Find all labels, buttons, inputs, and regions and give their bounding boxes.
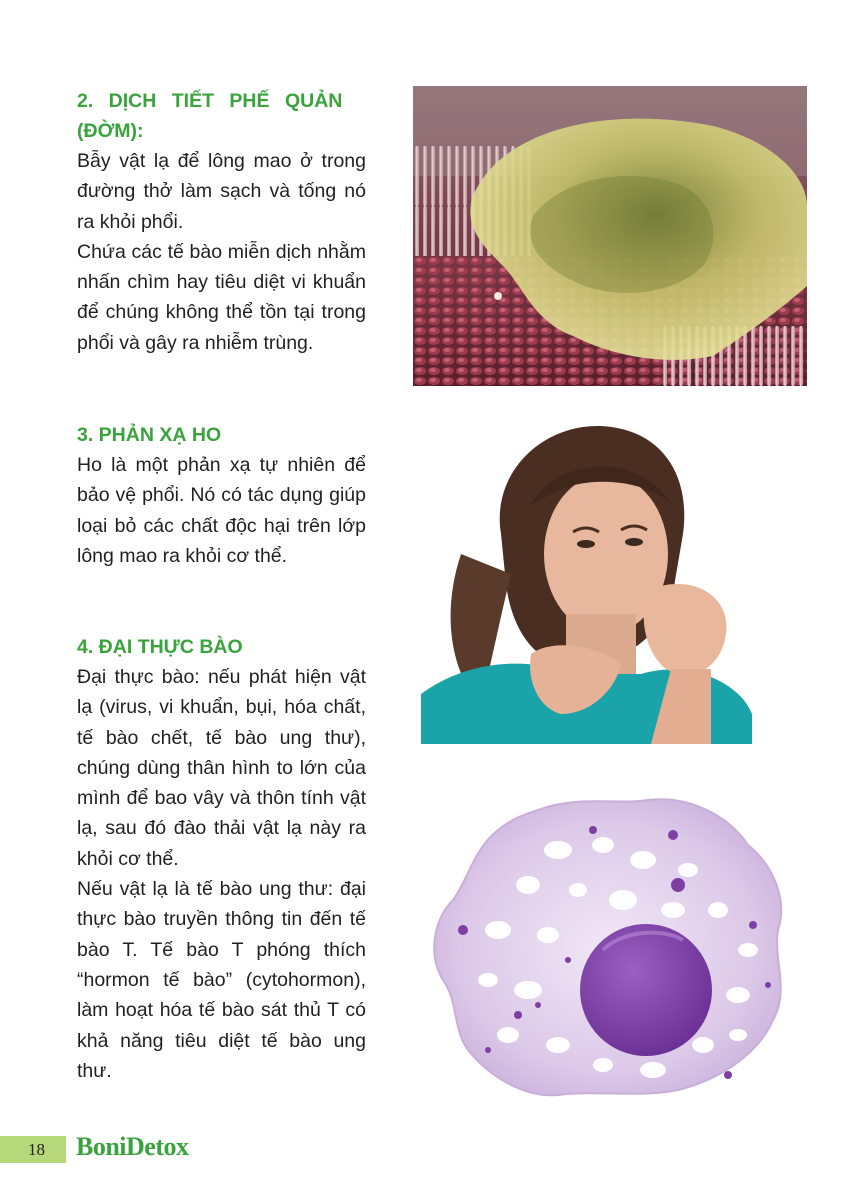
- section-3-heading: 3. PHẢN XẠ HO: [77, 424, 222, 446]
- section-4-heading: 4. ĐẠI THỰC BÀO: [77, 636, 243, 658]
- section-2-heading-line1: 2. DỊCH TIẾT PHẾ QUẢN: [77, 90, 343, 112]
- mucus-cilia-image: [413, 86, 807, 386]
- section-2-paragraph-2: Chứa các tế bào miễn dịch nhằm nhấn chìm hay tiêu diệt vi khuẩn để chúng không thể tồn tại trong phổi và gây ra nhiễm trùng.: [77, 240, 366, 354]
- page-number: 18: [28, 1140, 45, 1159]
- woman-coughing-image: [421, 414, 752, 744]
- macrophage-cell-illustration: [428, 790, 794, 1100]
- section-bronchial-mucus: [77, 86, 366, 358]
- section-macrophage: [77, 632, 366, 1086]
- section-4-paragraph-2: Nếu vật lạ là tế bào ung thư: đại thực bào truyền thông tin đến tế bào T. Tế bào T phóng thích “hormon tế bào” (cytohormon), làm hoạt hóa tế bào sát thủ T có khả năng tiêu diệt tế bào ung thư.: [77, 878, 366, 1082]
- section-4-paragraph-1: Đại thực bào: nếu phát hiện vật lạ (virus, vi khuẩn, bụi, hóa chất, tế bào chết, tế bào ung thư), chúng dùng thân hình to lớn của mình để bao vây và thôn tính vật lạ, sau đó đào thải vật lạ này ra khỏi cơ thể.: [77, 666, 366, 870]
- section-2-heading-line2: (ĐỜM):: [77, 120, 144, 142]
- section-3-paragraph-1: Ho là một phản xạ tự nhiên để bảo vệ phổi. Nó có tác dụng giúp loại bỏ các chất độc hại trên lớp lông mao ra khỏi cơ thể.: [77, 454, 366, 567]
- brand-logo-text: BoniDetox: [76, 1132, 189, 1161]
- section-cough-reflex: [77, 420, 366, 571]
- section-2-paragraph-1: Bẫy vật lạ để lông mao ở trong đường thở làm sạch và tống nó ra khỏi phổi.: [77, 150, 366, 233]
